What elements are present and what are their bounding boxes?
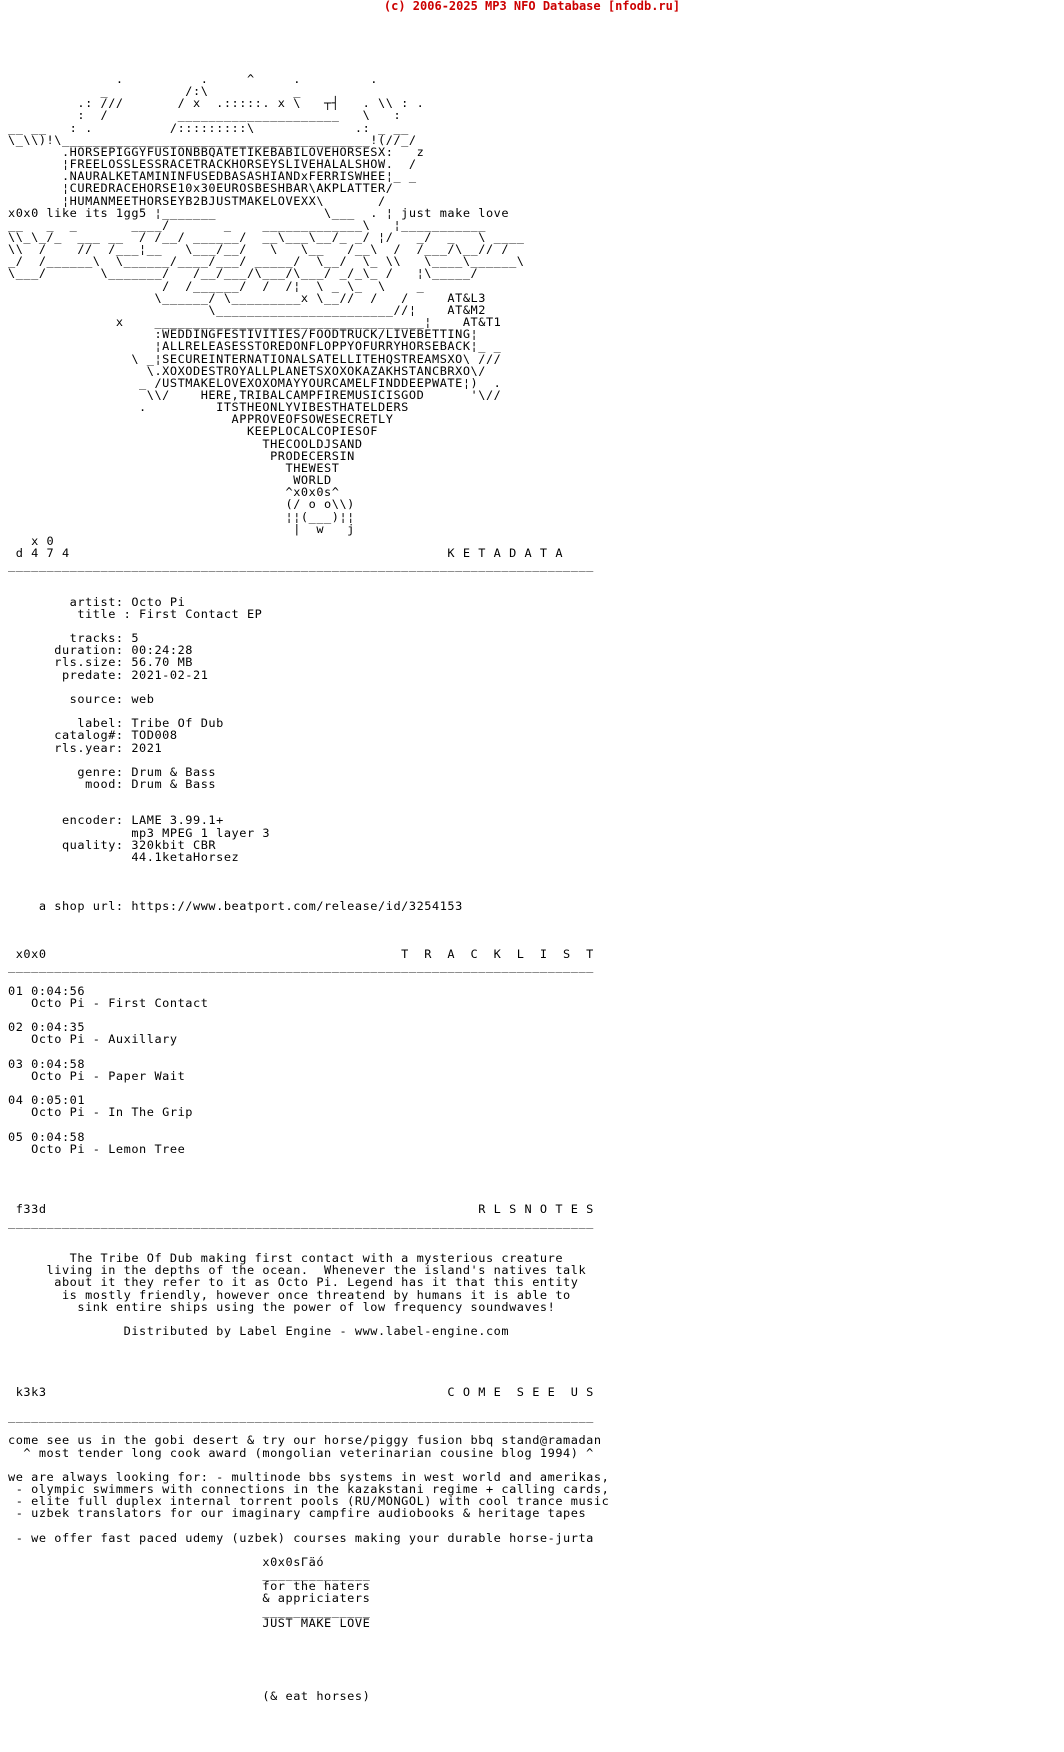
nfo-document: . . ^ . . _ /:\ _ .: /// / x .:::::. x \ ┬┤ . \\ : . : / _____________________ \ : __ __ : . /:::::::::\ .: _ __ \_\\)!\________________________________________!(//_/ .HORSEPIGGYFUSIONBBQATETIKEBABILOVEHORSESX: z ¦FREELOSSLESSRACETRACKHORSEYSLIVEHALALSHOW. / .NAURALKETAMININFUSEDBASASHIANDxFERRISWHEE¦_ _ ¦CUREDRACEHORSE10x30EUROSBESHBAR\AKPLATTER/ ¦HUMANMEETHORSEYB2BJUSTMAKELOVEXX\ / x0x0 like its 1gg5 ¦_______ \___ . ¦ just make love __ _ _ ____/ _ _____________\ ¦___________ \\_\_/_ ___ __ / /__/ ______/ __\___\__/_ _/ ¦/ _/ _ \ ____ \\ / // /___¦__ \___/__/ \ \__ /__\ / /___/\__// / _/ /______\ \______/____/___/ _____/ \__/ \_ \\ \____\______\ \___/ \_______/ /__/___/\___/\___/ _/_\_ / ¦\_____/ / /______/ / /¦ \ _ \_ \ _ \______/ \_________x \__// / / AT&L3 \_______________________//¦ AT&M2 x ___________________________________¦ AT&T1 :WEDDINGFESTIVITIES/FOODTRUCK/LIVEBETTING¦ ¦ALLRELEASESSTOREDONFLOPPYOFURRYHORSEBACK¦_ _ \ _¦SECUREINTERNATIONALSATELLITEHQSTREAMSXO\ /// \.XOXODESTROYALLPLANETSXOXOKAZAKHSTANCBRXO\/ _ /USTMAKELOVEXOXOMAYYOURCAMELFINDDEEPWATE¦) . \\/ HERE,TRIBALCAMPFIREMUSICISGOD '\// . ITSTHEONLYVIBESTHATELDERS APPROVEOFSOWESECRETLY KEEPLOCALCOPIESOF THECOOLDJSAND PRODECERSIN THEWEST WORLD ^x0x0s^ (/ o o\\) ¦¦(___)¦¦ | w j x 0 d 4 7 4 K E T A D A T A ____________________________________________________________________________ artist: Octo Pi title : First Contact EP tracks: 5 duration: 00:24:28 rls.size: 56.70 MB predate: 2021-02-21 source: web label: Tribe Of Dub catalog#: TOD008 rls.year: 2021 genre: Drum & Bass mood: Drum & Bass encoder: LAME 3.99.1+ mp3 MPEG 1 layer 3 quality: 320kbit CBR 44.1ketaHorsez a shop url: https://www.beatport.com/release/id/3254153 x0x0 T R A C K L I S T ____________________________________________________________________________ 01 0:04:56 Octo Pi - First Contact 02 0:04:35 Octo Pi - Auxillary 03 0:04:58 Octo Pi - Paper Wait 04 0:05:01 Octo Pi - In The Grip 05 0:04:58 Octo Pi - Lemon Tree f33d R L S N O T E S ____________________________________________________________________________ The Tribe Of Dub making first contact with a mysterious creature living in the depths of the ocean. Whenever the island's natives talk about it they refer to it as Octo Pi. Legend has it that this entity is mostly friendly, however once threatend by humans it is able to sink entire ships using the power of low frequency soundwaves! Distributed by Label Engine - www.label-engine.com k3k3 C O M E S E E U S ____________________________________________________________________________ come see us in the gobi desert & try our horse/piggy fusion bbq stand@ramadan ^ most tender long cook award (mongolian veterinarian cousine blog 1994) ^ we are always looking for: - multinode bbs systems in west world and amerikas, - olympic swimmers with connections in the kazakstani regime + calling cards, - elite full duplex internal torrent pools (RU/MONGOL) with cool trance music - uzbek translators for our imaginary campfire audiobooks & heritage tapes - we offer fast paced udemy (uzbek) courses making your durable horse-jurta x0x0sΓäó ______________ for the haters & appriciaters ______________ JUST MAKE LOVE (& eat horses) — [8, 71, 610, 1703]
nfodb-copyright: (c) 2006-2025 MP3 NFO Database [nfodb.ru] — [383, 0, 681, 13]
